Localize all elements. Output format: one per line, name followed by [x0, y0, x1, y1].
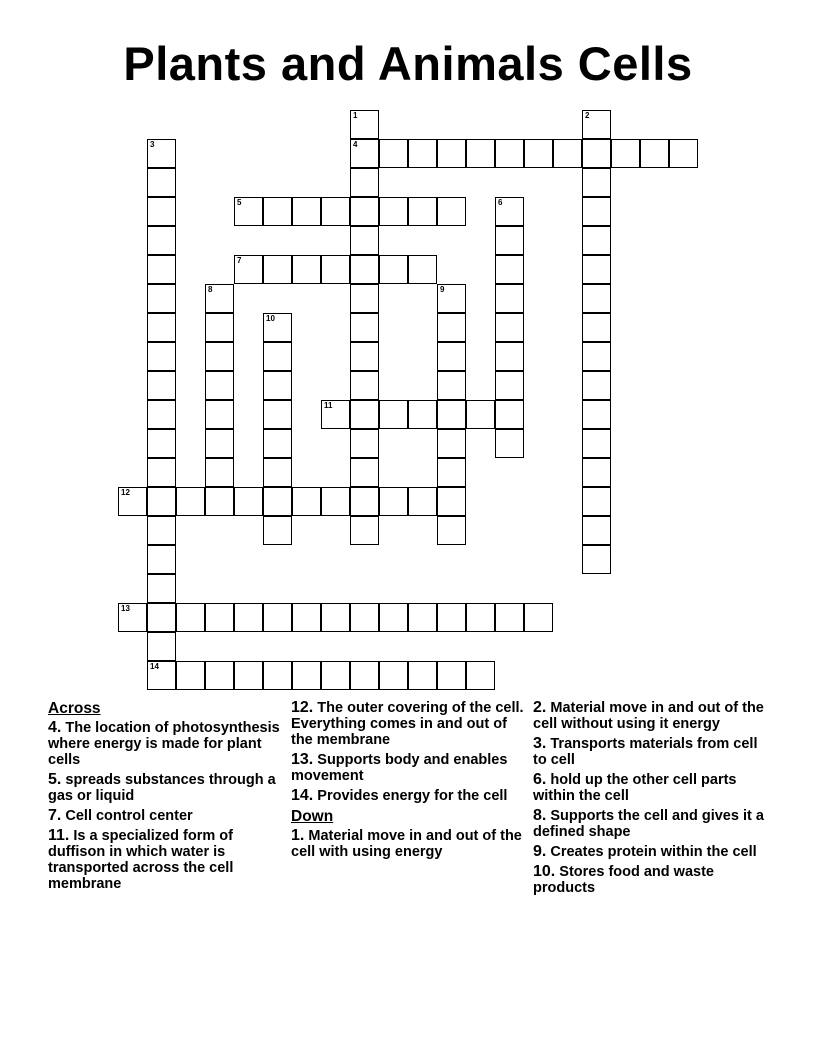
- grid-cell[interactable]: [553, 139, 582, 168]
- clue-text: spreads substances through a gas or liquid: [48, 772, 276, 804]
- grid-cell[interactable]: [350, 429, 379, 458]
- grid-cell[interactable]: [147, 429, 176, 458]
- grid-cell[interactable]: [437, 313, 466, 342]
- grid-cell[interactable]: [263, 429, 292, 458]
- grid-cell[interactable]: [582, 110, 611, 139]
- cell-number: 7: [237, 256, 242, 265]
- grid-cell[interactable]: [379, 487, 408, 516]
- cell-number: 14: [150, 662, 159, 671]
- grid-cell[interactable]: [263, 516, 292, 545]
- grid-cell[interactable]: [350, 255, 379, 284]
- grid-cell[interactable]: [379, 400, 408, 429]
- grid-cell[interactable]: [379, 139, 408, 168]
- grid-cell[interactable]: [263, 255, 292, 284]
- cell-number: 12: [121, 488, 130, 497]
- clue-across-12: [291, 700, 527, 748]
- across-clues: [48, 700, 284, 896]
- grid-cell[interactable]: [350, 110, 379, 139]
- grid-cell[interactable]: [408, 661, 437, 690]
- grid-cell[interactable]: [147, 168, 176, 197]
- grid-cell[interactable]: [234, 661, 263, 690]
- grid-cell[interactable]: [147, 226, 176, 255]
- grid-cell[interactable]: [205, 661, 234, 690]
- grid-cell[interactable]: [234, 197, 263, 226]
- clue-across-5: [48, 772, 284, 804]
- grid-cell[interactable]: [350, 487, 379, 516]
- clue-number: 14.: [291, 787, 314, 804]
- grid-cell[interactable]: [205, 429, 234, 458]
- grid-cell[interactable]: [408, 197, 437, 226]
- grid-cell[interactable]: [205, 487, 234, 516]
- grid-cell[interactable]: [524, 139, 553, 168]
- grid-cell[interactable]: [379, 197, 408, 226]
- grid-cell[interactable]: [379, 255, 408, 284]
- grid-cell[interactable]: [147, 139, 176, 168]
- grid-cell[interactable]: [350, 371, 379, 400]
- grid-cell[interactable]: [582, 545, 611, 574]
- clue-across-7: [48, 808, 284, 824]
- grid-cell[interactable]: [582, 516, 611, 545]
- clue-text: Material move in and out of the cell without using it energy: [533, 700, 764, 732]
- grid-cell[interactable]: [582, 429, 611, 458]
- grid-cell[interactable]: [669, 139, 698, 168]
- grid-cell[interactable]: [321, 603, 350, 632]
- clue-number: 5.: [48, 771, 62, 788]
- grid-cell[interactable]: [437, 342, 466, 371]
- grid-cell[interactable]: [292, 255, 321, 284]
- grid-cell[interactable]: [437, 458, 466, 487]
- grid-cell[interactable]: [350, 603, 379, 632]
- grid-cell[interactable]: [147, 632, 176, 661]
- clue-text: Is a specialized form of duffison in which water is transported across the cell membrane: [48, 828, 234, 892]
- grid-cell[interactable]: [263, 400, 292, 429]
- clue-across-14: [291, 788, 527, 804]
- clue-down-8: [533, 808, 769, 840]
- grid-cell[interactable]: [234, 603, 263, 632]
- grid-cell[interactable]: [582, 168, 611, 197]
- grid-cell[interactable]: [205, 342, 234, 371]
- clue-number: 8.: [533, 807, 547, 824]
- grid-cell[interactable]: [205, 458, 234, 487]
- grid-cell[interactable]: [263, 487, 292, 516]
- grid-cell[interactable]: [582, 400, 611, 429]
- grid-cell[interactable]: [263, 458, 292, 487]
- grid-cell[interactable]: [379, 661, 408, 690]
- grid-cell[interactable]: [524, 603, 553, 632]
- grid-cell[interactable]: [495, 429, 524, 458]
- down-heading: Down: [291, 808, 334, 825]
- grid-cell[interactable]: [582, 342, 611, 371]
- grid-cell[interactable]: [147, 545, 176, 574]
- grid-cell[interactable]: [611, 139, 640, 168]
- grid-cell[interactable]: [205, 371, 234, 400]
- clue-across-4: [48, 720, 284, 768]
- grid-cell[interactable]: [437, 661, 466, 690]
- grid-cell[interactable]: [176, 661, 205, 690]
- clue-number: 4.: [48, 719, 62, 736]
- grid-cell[interactable]: [147, 603, 176, 632]
- grid-cell[interactable]: [147, 342, 176, 371]
- grid-cell[interactable]: [379, 603, 408, 632]
- grid-cell[interactable]: [408, 487, 437, 516]
- grid-cell[interactable]: [495, 284, 524, 313]
- grid-cell[interactable]: [205, 603, 234, 632]
- grid-cell[interactable]: [495, 226, 524, 255]
- grid-cell[interactable]: [147, 487, 176, 516]
- grid-cell[interactable]: [321, 487, 350, 516]
- clue-down-6: [533, 772, 769, 804]
- clue-text: Supports body and enables movement: [291, 752, 508, 784]
- middle-clues: [291, 700, 527, 864]
- grid-cell[interactable]: [640, 139, 669, 168]
- grid-cell[interactable]: [437, 487, 466, 516]
- grid-cell[interactable]: [437, 603, 466, 632]
- grid-cell[interactable]: [350, 458, 379, 487]
- grid-cell[interactable]: [350, 661, 379, 690]
- grid-cell[interactable]: [147, 516, 176, 545]
- page-title: Plants and Animals Cells: [123, 37, 693, 90]
- clue-text: Transports materials from cell to cell: [533, 736, 758, 768]
- clue-number: 1.: [291, 827, 305, 844]
- grid-cell[interactable]: [321, 197, 350, 226]
- clue-across-13: [291, 752, 527, 784]
- grid-cell[interactable]: [350, 226, 379, 255]
- grid-cell[interactable]: [118, 603, 147, 632]
- grid-cell[interactable]: [292, 487, 321, 516]
- clue-number: 6.: [533, 771, 547, 788]
- clue-text: The outer covering of the cell. Everything comes in and out of the membrane: [291, 700, 524, 748]
- grid-cell[interactable]: [466, 139, 495, 168]
- clue-number: 2.: [533, 699, 547, 716]
- grid-cell[interactable]: [582, 371, 611, 400]
- clue-down-3: [533, 736, 769, 768]
- grid-cell[interactable]: [437, 139, 466, 168]
- grid-cell[interactable]: [495, 603, 524, 632]
- clue-number: 13.: [291, 751, 314, 768]
- cell-number: 1: [353, 111, 358, 120]
- grid-cell[interactable]: [147, 197, 176, 226]
- across-heading: Across: [48, 700, 101, 717]
- grid-cell[interactable]: [495, 400, 524, 429]
- grid-cell[interactable]: [234, 487, 263, 516]
- grid-cell[interactable]: [321, 661, 350, 690]
- cell-number: 10: [266, 314, 275, 323]
- grid-cell[interactable]: [263, 342, 292, 371]
- grid-cell[interactable]: [292, 661, 321, 690]
- clue-number: 3.: [533, 735, 547, 752]
- clue-number: 7.: [48, 807, 62, 824]
- cell-number: 3: [150, 140, 155, 149]
- grid-cell[interactable]: [466, 661, 495, 690]
- grid-cell[interactable]: [437, 197, 466, 226]
- grid-cell[interactable]: [437, 429, 466, 458]
- grid-cell[interactable]: [582, 313, 611, 342]
- cell-number: 8: [208, 285, 213, 294]
- grid-cell[interactable]: [147, 255, 176, 284]
- cell-number: 13: [121, 604, 130, 613]
- grid-cell[interactable]: [582, 487, 611, 516]
- grid-cell[interactable]: [350, 516, 379, 545]
- grid-cell[interactable]: [147, 458, 176, 487]
- grid-cell[interactable]: [350, 313, 379, 342]
- grid-cell[interactable]: [263, 661, 292, 690]
- grid-cell[interactable]: [437, 400, 466, 429]
- clue-number: 10.: [533, 863, 556, 880]
- grid-cell[interactable]: [495, 313, 524, 342]
- clue-text: Provides energy for the cell: [317, 788, 508, 804]
- cell-number: 5: [237, 198, 242, 207]
- grid-cell[interactable]: [176, 487, 205, 516]
- grid-cell[interactable]: [408, 603, 437, 632]
- cell-number: 2: [585, 111, 590, 120]
- clue-text: Supports the cell and gives it a defined shape: [533, 808, 764, 840]
- grid-cell[interactable]: [582, 458, 611, 487]
- grid-cell[interactable]: [205, 400, 234, 429]
- cell-number: 9: [440, 285, 445, 294]
- grid-cell[interactable]: [263, 197, 292, 226]
- grid-cell[interactable]: [582, 284, 611, 313]
- clue-text: Material move in and out of the cell with using energy: [291, 828, 522, 860]
- grid-cell[interactable]: [263, 313, 292, 342]
- grid-cell[interactable]: [263, 603, 292, 632]
- grid-cell[interactable]: [147, 574, 176, 603]
- clue-down-2: [533, 700, 769, 732]
- grid-cell[interactable]: [350, 342, 379, 371]
- grid-cell[interactable]: [234, 255, 263, 284]
- grid-cell[interactable]: [437, 284, 466, 313]
- grid-cell[interactable]: [495, 371, 524, 400]
- grid-cell[interactable]: [147, 661, 176, 690]
- cell-number: 6: [498, 198, 503, 207]
- grid-cell[interactable]: [350, 197, 379, 226]
- grid-cell[interactable]: [495, 197, 524, 226]
- grid-cell[interactable]: [495, 255, 524, 284]
- grid-cell[interactable]: [147, 400, 176, 429]
- grid-cell[interactable]: [437, 516, 466, 545]
- grid-cell[interactable]: [495, 139, 524, 168]
- grid-cell[interactable]: [408, 255, 437, 284]
- grid-cell[interactable]: [292, 603, 321, 632]
- clue-text: Creates protein within the cell: [550, 844, 757, 860]
- grid-cell[interactable]: [147, 284, 176, 313]
- grid-cell[interactable]: [466, 603, 495, 632]
- cell-number: 4: [353, 140, 358, 149]
- grid-cell[interactable]: [350, 168, 379, 197]
- grid-cell[interactable]: [292, 197, 321, 226]
- grid-cell[interactable]: [437, 371, 466, 400]
- grid-cell[interactable]: [350, 400, 379, 429]
- grid-cell[interactable]: [408, 400, 437, 429]
- clue-across-11: [48, 828, 284, 892]
- grid-cell[interactable]: [147, 371, 176, 400]
- clue-text: The location of photosynthesis where energy is made for plant cells: [48, 720, 280, 768]
- grid-cell[interactable]: [263, 371, 292, 400]
- grid-cell[interactable]: [582, 197, 611, 226]
- grid-cell[interactable]: [176, 603, 205, 632]
- grid-cell[interactable]: [350, 139, 379, 168]
- grid-cell[interactable]: [582, 255, 611, 284]
- grid-cell[interactable]: [147, 313, 176, 342]
- clue-number: 12.: [291, 699, 314, 716]
- grid-cell[interactable]: [495, 342, 524, 371]
- clue-number: 9.: [533, 843, 547, 860]
- grid-cell[interactable]: [205, 284, 234, 313]
- clue-text: Cell control center: [65, 808, 193, 824]
- grid-cell[interactable]: [205, 313, 234, 342]
- clue-down-10: [533, 864, 769, 896]
- grid-cell[interactable]: [582, 139, 611, 168]
- clue-text: hold up the other cell parts within the cell: [533, 772, 737, 804]
- clue-down-9: [533, 844, 769, 860]
- grid-cell[interactable]: [321, 400, 350, 429]
- grid-cell[interactable]: [408, 139, 437, 168]
- cell-number: 11: [324, 401, 333, 410]
- grid-cell[interactable]: [466, 400, 495, 429]
- clue-number: 11.: [48, 827, 70, 844]
- grid-cell[interactable]: [321, 255, 350, 284]
- grid-cell[interactable]: [350, 284, 379, 313]
- grid-cell[interactable]: [582, 226, 611, 255]
- clue-down-1: [291, 828, 527, 860]
- down-clues: [533, 700, 769, 900]
- clue-text: Stores food and waste products: [533, 864, 714, 896]
- grid-cell[interactable]: [118, 487, 147, 516]
